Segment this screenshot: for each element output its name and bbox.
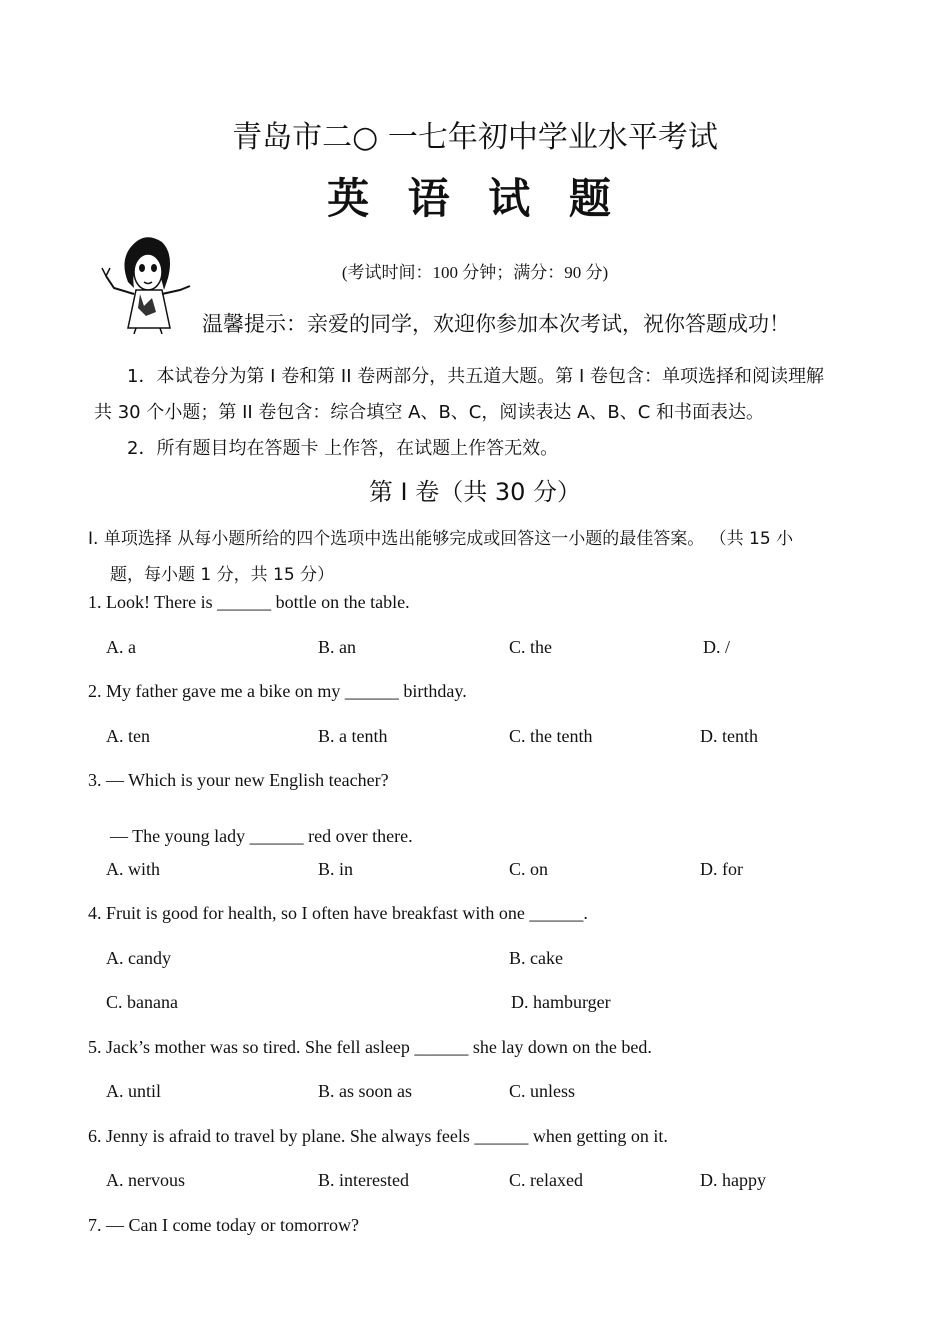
question-6-option-a: A. nervous (106, 1170, 185, 1190)
question-6-option-d: D. happy (700, 1170, 766, 1190)
question-3-stem: 3. — Which is your new English teacher? (88, 770, 389, 790)
question-1-stem: 1. Look! There is ______ bottle on the table. (88, 592, 410, 612)
subject-title: 英 语 试 题 (327, 174, 623, 223)
note-1-line-1: 1．本试卷分为第 I 卷和第 II 卷两部分，共五道大题。第 I 卷包含：单项选择和阅读理解 (127, 366, 825, 387)
note-1-line-2: 共 30 个小题；第 II 卷包含：综合填空 A、B、C，阅读表达 A、B、C 和书面表达。 (94, 402, 765, 423)
question-3-option-a: A. with (106, 859, 160, 879)
question-1-option-b: B. an (318, 637, 356, 657)
question-3-option-d: D. for (700, 859, 743, 879)
question-1-option-d: D. / (703, 637, 730, 657)
question-2-option-d: D. tenth (700, 726, 758, 746)
question-1-option-c: C. the (509, 637, 552, 657)
section-title: 第 I 卷（共 30 分） (368, 478, 582, 506)
part1-instruction-line-2: 题，每小题 1 分，共 15 分） (110, 565, 335, 585)
question-6-option-c: C. relaxed (509, 1170, 583, 1190)
note-2: 2．所有题目均在答题卡 上作答，在试题上作答无效。 (127, 438, 559, 459)
question-2-option-b: B. a tenth (318, 726, 388, 746)
question-4-option-c: C. banana (106, 992, 178, 1012)
question-4-option-b: B. cake (509, 948, 563, 968)
question-5-option-b: B. as soon as (318, 1081, 412, 1101)
question-4-option-a: A. candy (106, 948, 171, 968)
question-6-stem: 6. Jenny is afraid to travel by plane. She always feels ______ when getting on it. (88, 1126, 668, 1146)
question-5-option-a: A. until (106, 1081, 162, 1101)
question-4-option-d: D. hamburger (511, 992, 611, 1012)
question-3-stem-2: — The young lady ______ red over there. (110, 826, 413, 846)
question-2-stem: 2. My father gave me a bike on my ______ birthday. (88, 681, 467, 701)
question-3-option-c: C. on (509, 859, 549, 879)
question-3-option-b: B. in (318, 859, 354, 879)
question-1-option-a: A. a (106, 637, 136, 657)
exam-time-info: (考试时间：100 分钟；满分：90 分) (341, 263, 609, 282)
exam-title: 青岛市二○ 一七年初中学业水平考试 (232, 120, 718, 155)
question-5-stem: 5. Jack’s mother was so tired. She fell asleep ______ she lay down on the bed. (88, 1037, 652, 1057)
question-4-stem: 4. Fruit is good for health, so I often have breakfast with one ______. (88, 903, 588, 923)
question-6-option-b: B. interested (318, 1170, 409, 1190)
question-5-option-c: C. unless (509, 1081, 576, 1101)
question-7-stem: 7. — Can I come today or tomorrow? (88, 1215, 359, 1235)
question-2-option-a: A. ten (106, 726, 150, 746)
warm-tip: 温馨提示：亲爱的同学，欢迎你参加本次考试，祝你答题成功！ (202, 312, 790, 336)
part1-instruction-line-1: I. 单项选择 从每小题所给的四个选项中选出能够完成或回答这一小题的最佳答案。 （共 15 小 (88, 529, 794, 549)
question-2-option-c: C. the tenth (509, 726, 593, 746)
